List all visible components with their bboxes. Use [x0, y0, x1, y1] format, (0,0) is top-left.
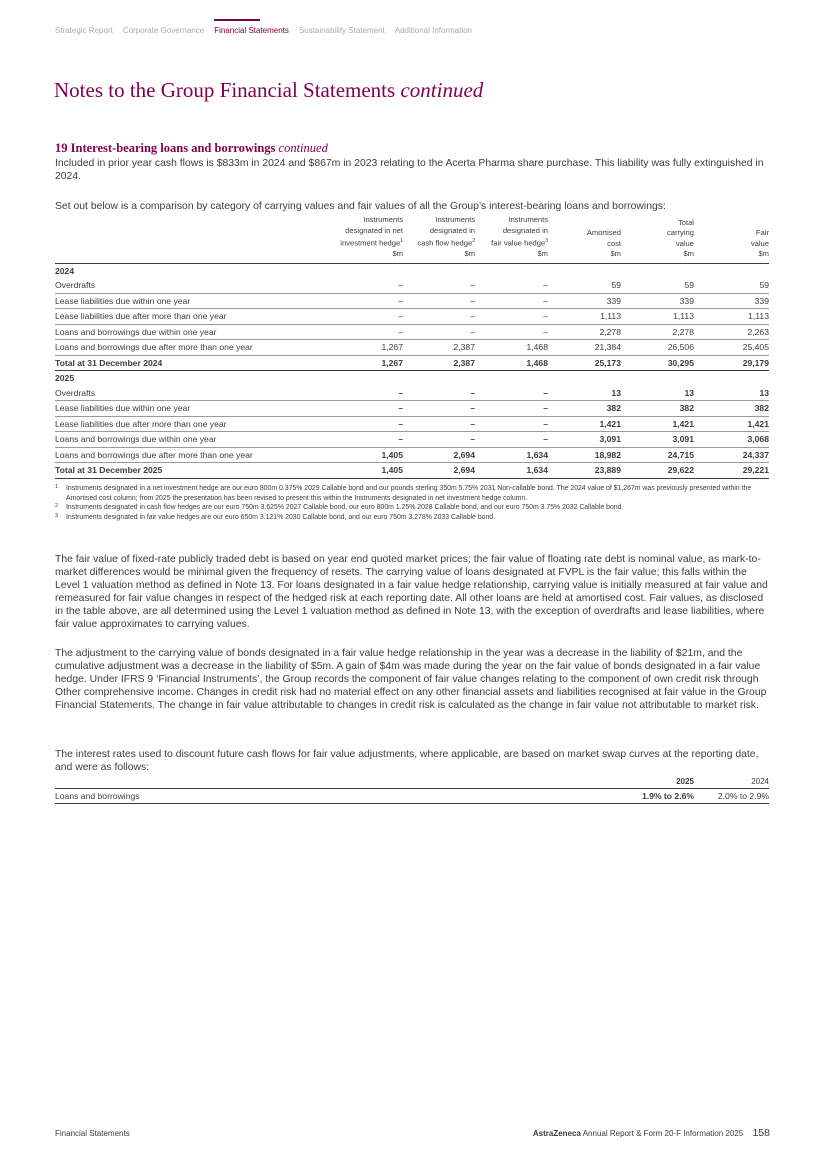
total-row — [55, 463, 769, 479]
cell-value: 2,694 — [403, 447, 475, 463]
body-paragraph-3: The interest rates used to discount future cash flows for fair value adjustments, where applicable, are based on market swap curves at the reporting date, and were as follows: — [55, 749, 759, 773]
table-row — [55, 278, 769, 293]
total-value: 30,295 — [621, 355, 694, 371]
cell-value: – — [403, 278, 475, 293]
cell-value: – — [320, 416, 403, 432]
cell-value: 1,421 — [621, 416, 694, 432]
footer-section-label: Financial Statements — [55, 1129, 130, 1138]
cell-value: 339 — [694, 293, 769, 309]
cell-value: 59 — [548, 278, 621, 293]
cell-value: – — [403, 416, 475, 432]
row-label: Loans and borrowings due within one year — [55, 324, 320, 340]
footnote-marker: 3 — [55, 512, 59, 519]
cell-value: – — [475, 416, 548, 432]
table-row — [55, 416, 769, 432]
cell-value: 1,421 — [694, 416, 769, 432]
total-label: Total at 31 December 2025 — [55, 463, 320, 479]
cell-value: – — [320, 293, 403, 309]
cell-value: 59 — [621, 278, 694, 293]
section-title-suffix: continued — [278, 141, 328, 155]
cell-value: 1,113 — [694, 309, 769, 325]
column-header: Instruments designated in cash flow hedge$^2$ $m — [417, 215, 475, 259]
row-label: Loans and borrowings due within one year — [55, 432, 320, 448]
footer-document-info — [533, 1127, 770, 1139]
cell-value: 1,468 — [475, 340, 548, 356]
cell-value: 13 — [694, 386, 769, 401]
table-row — [55, 447, 769, 463]
cell-value: – — [320, 401, 403, 417]
cell-value: 3,091 — [621, 432, 694, 448]
table-header-row — [55, 215, 769, 263]
total-value: 1,634 — [475, 463, 548, 479]
table-row — [55, 324, 769, 340]
cell-value: 339 — [548, 293, 621, 309]
column-header: Total carrying value $m — [666, 217, 694, 259]
footnote-marker: 1 — [55, 484, 59, 490]
cell-value: – — [475, 432, 548, 448]
footer-doc-title: Annual Report & Form 20-F Information 2025 — [582, 1129, 744, 1138]
cell-value: – — [475, 401, 548, 417]
cell-value: 13 — [548, 386, 621, 401]
table-row — [55, 789, 769, 804]
row-label: Overdrafts — [55, 278, 320, 293]
cell-value: – — [403, 386, 475, 401]
total-value: 29,221 — [694, 463, 769, 479]
table-row — [55, 401, 769, 417]
total-value: 1,267 — [320, 355, 403, 371]
row-label: Lease liabilities due after more than one year — [55, 309, 320, 325]
total-value: 1,468 — [475, 355, 548, 371]
intro-paragraph: Included in prior year cash flows is $833m in 2024 and $867m in 2023 relating to the Acerta Pharma share purchase. This liability was fully extinguished in 2024. — [55, 158, 764, 182]
cell-value: – — [320, 324, 403, 340]
rates-value-2024: 2.0% to 2.9% — [694, 789, 769, 804]
year-label: 2024 — [55, 265, 75, 276]
cell-value: 1,634 — [475, 447, 548, 463]
cell-value: – — [320, 309, 403, 325]
column-header: Instruments designated in net investment hedge$^1$ $m — [340, 215, 403, 259]
nav-item[interactable]: Financial Statements — [214, 26, 289, 35]
total-row — [55, 355, 769, 371]
nav-item[interactable]: Strategic Report — [55, 26, 113, 35]
row-label: Lease liabilities due within one year — [55, 293, 320, 309]
cell-value: – — [403, 324, 475, 340]
cell-value: 382 — [548, 401, 621, 417]
cell-value: 2,263 — [694, 324, 769, 340]
section-title — [55, 141, 328, 156]
cell-value: 26,506 — [621, 340, 694, 356]
footnote-text: Instruments designated in a net investment hedge are our euro 800m 0.375% 2029 Callable bond and our pounds sterling 350m 5.75% 2031 Non-callable bond. The 2024 value of $1,267m was previously presented within the Amortised cost column; from 2025 the presentation has been revised to present this within the Instruments designated in net investment hedge column. — [66, 485, 752, 502]
cell-value: 3,091 — [548, 432, 621, 448]
total-value: 23,889 — [548, 463, 621, 479]
cell-value: – — [320, 386, 403, 401]
cell-value: 382 — [621, 401, 694, 417]
column-header: Instruments designated in fair value hedge$^3$ $m — [491, 215, 548, 259]
cell-value: 339 — [621, 293, 694, 309]
cell-value: – — [403, 401, 475, 417]
total-value: 29,179 — [694, 355, 769, 371]
footnote-text: Instruments designated in cash flow hedges are our euro 750m 3.625% 2027 Callable bond, our euro 800m 1.25% 2028 Callable bond, and our euro 750m 3.75% 2032 Callable bond. — [66, 504, 624, 511]
body-paragraph-2: The adjustment to the carrying value of bonds designated in a fair value hedge relationship in the year was a decrease in the liability of $21m, and the cumulative adjustment was a decrease in the liability of $5m. A gain of $4m was made during the year on the fair value of bonds designated in a fair value hedge. Under IFRS 9 ‘Financial Instruments’, the Group records the component of fair value changes relating to the component of own credit risk through Other comprehensive income. Changes in credit risk had no material effect on any other financial assets and liabilities recognised at fair value in the Group Financial Statements. The change in fair value attributable to changes in credit risk is calculated as the change in fair value not attributable to market risk. — [55, 648, 767, 711]
cell-value: – — [403, 293, 475, 309]
column-header: Amortised cost $m — [586, 228, 621, 259]
rates-value-2025: 1.9% to 2.6% — [614, 789, 694, 804]
table-row — [55, 386, 769, 401]
cell-value: 1,267 — [320, 340, 403, 356]
cell-value: – — [475, 324, 548, 340]
footnote — [55, 503, 771, 513]
footnote — [55, 513, 771, 523]
total-value: 25,173 — [548, 355, 621, 371]
footnote-marker: 2 — [55, 503, 59, 509]
total-value: 2,387 — [403, 355, 475, 371]
loans-comparison-table — [55, 215, 769, 479]
rates-col-2024: 2024 — [751, 777, 769, 786]
cell-value: 2,387 — [403, 340, 475, 356]
column-header: Fair value $m — [750, 228, 769, 259]
nav-item[interactable]: Sustainability Statement — [298, 26, 385, 35]
cell-value: – — [475, 386, 548, 401]
cell-value: – — [403, 309, 475, 325]
cell-value: 18,982 — [548, 447, 621, 463]
total-label: Total at 31 December 2024 — [55, 355, 320, 371]
cell-value: 21,384 — [548, 340, 621, 356]
table-row — [55, 432, 769, 448]
cell-value: 2,278 — [621, 324, 694, 340]
cell-value: 1,405 — [320, 447, 403, 463]
rates-row-label: Loans and borrowings — [55, 789, 614, 804]
row-label: Loans and borrowings due after more than one year — [55, 447, 320, 463]
footer-brand: AstraZeneca — [532, 1129, 581, 1138]
year-row — [55, 263, 769, 278]
row-label: Lease liabilities due within one year — [55, 401, 320, 417]
total-value: 1,405 — [320, 463, 403, 479]
row-label: Loans and borrowings due after more than one year — [55, 340, 320, 356]
nav-item[interactable]: Additional Information — [394, 26, 473, 35]
cell-value: – — [475, 278, 548, 293]
cell-value: 2,278 — [548, 324, 621, 340]
cell-value: 25,405 — [694, 340, 769, 356]
page-number: 158 — [752, 1127, 770, 1139]
row-label: Overdrafts — [55, 386, 320, 401]
cell-value: 1,113 — [621, 309, 694, 325]
cell-value: 24,715 — [621, 447, 694, 463]
discount-rates-table — [55, 777, 769, 804]
cell-value: 1,113 — [548, 309, 621, 325]
cell-value: 59 — [694, 278, 769, 293]
cell-value: – — [475, 309, 548, 325]
top-nav — [55, 26, 472, 35]
rates-col-2025: 2025 — [676, 777, 694, 786]
cell-value: 3,068 — [694, 432, 769, 448]
cell-value: – — [320, 432, 403, 448]
cell-value: – — [403, 432, 475, 448]
table-row — [55, 309, 769, 325]
page-title-suffix: continued — [400, 78, 484, 102]
cell-value: 382 — [694, 401, 769, 417]
cell-value: 1,421 — [548, 416, 621, 432]
footnotes — [55, 484, 771, 522]
cell-value: – — [320, 278, 403, 293]
cell-value: 13 — [621, 386, 694, 401]
cell-value: – — [475, 293, 548, 309]
nav-item[interactable]: Corporate Governance — [122, 26, 205, 35]
section-title-text: 19 Interest-bearing loans and borrowings — [55, 141, 276, 155]
row-label: Lease liabilities due after more than one year — [55, 416, 320, 432]
footnote-text: Instruments designated in fair value hedges are our euro 650m 3.121% 2030 Callable bond, and our euro 750m 3.278% 2033 Callable bond. — [66, 513, 496, 521]
page-title-text: Notes to the Group Financial Statements — [54, 78, 396, 102]
total-value: 2,694 — [403, 463, 475, 479]
table-row — [55, 293, 769, 309]
cell-value: 24,337 — [694, 447, 769, 463]
body-paragraph-1: The fair value of fixed-rate publicly traded debt is based on year end quoted market prices; the fair value of floating rate debt is nominal value, as mark-to-market differences would be minimal given the frequency of resets. The carrying value of loans designated at FVPL is the fair value; this falls within the Level 1 valuation method as defined in Note 13. For loans designated in a fair value hedge relationship, carrying value is initially measured at fair value and remeasured for fair value changes in respect of the hedged risk at each reporting date. All other loans are held at amortised cost. Fair values, as disclosed in the table above, are all determined using the Level 1 valuation method as defined in Note 13, with the exception of overdrafts and lease liabilities, where fair value approximates to carrying values. — [55, 554, 768, 630]
total-value: 29,622 — [621, 463, 694, 479]
footnote — [55, 484, 771, 503]
table-row — [55, 340, 769, 356]
year-row — [55, 371, 769, 386]
year-label: 2025 — [55, 373, 75, 384]
page-title — [54, 78, 483, 103]
table-intro-paragraph: Set out below is a comparison by category of carrying values and fair values of all the Group’s interest-bearing loans and borrowings: — [55, 201, 666, 212]
